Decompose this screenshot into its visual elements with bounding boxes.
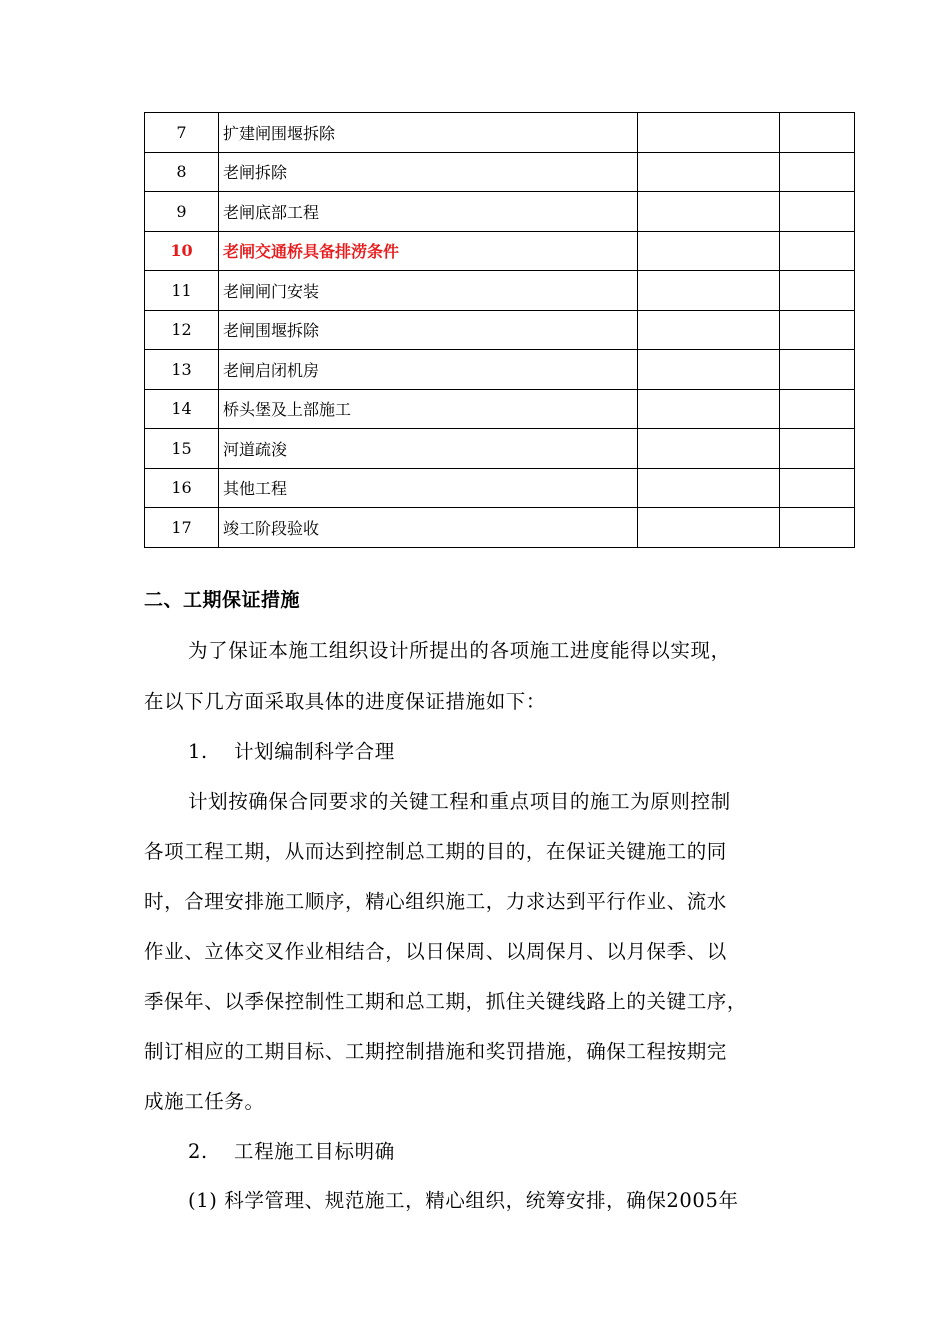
row-empty-cell: [638, 468, 780, 508]
row-number: 10: [145, 231, 219, 271]
row-empty-cell: [638, 429, 780, 469]
row-number: 16: [145, 468, 219, 508]
row-task: 老闸拆除: [219, 152, 638, 192]
row-number: 17: [145, 508, 219, 548]
row-task: 老闸启闭机房: [219, 350, 638, 390]
sub-item-line: (1) 科学管理、规范施工，精心组织，统筹安排，确保2005年: [188, 1189, 739, 1212]
row-empty-cell: [638, 310, 780, 350]
paragraph-line: 成施工任务。: [144, 1090, 265, 1113]
paragraph-line: 计划按确保合同要求的关键工程和重点项目的施工为原则控制: [188, 790, 731, 813]
table-row: [145, 113, 855, 153]
row-empty-cell: [780, 508, 855, 548]
row-number: 9: [145, 192, 219, 232]
item-heading: [188, 1136, 395, 1164]
item-number: 2.: [188, 1140, 208, 1163]
paragraph-line: 时，合理安排施工顺序，精心组织施工，力求达到平行作业、流水: [144, 890, 727, 913]
table-row: [145, 152, 855, 192]
item-title: 工程施工目标明确: [234, 1140, 395, 1163]
table-row: [145, 468, 855, 508]
row-empty-cell: [638, 192, 780, 232]
table-row: [145, 192, 855, 232]
row-task: 老闸底部工程: [219, 192, 638, 232]
schedule-table: [144, 112, 855, 548]
row-task: 竣工阶段验收: [219, 508, 638, 548]
table-row: [145, 508, 855, 548]
row-number: 13: [145, 350, 219, 390]
row-empty-cell: [780, 429, 855, 469]
row-task: 其他工程: [219, 468, 638, 508]
row-task: 桥头堡及上部施工: [219, 389, 638, 429]
table-row-highlighted: [145, 231, 855, 271]
paragraph-line: 季保年、以季保控制性工期和总工期，抓住关键线路上的关键工序，: [144, 990, 748, 1013]
table-row: [145, 350, 855, 390]
row-empty-cell: [780, 231, 855, 271]
paragraph-line: 作业、立体交叉作业相结合，以日保周、以周保月、以月保季、以: [144, 940, 727, 963]
row-empty-cell: [638, 152, 780, 192]
row-empty-cell: [780, 310, 855, 350]
item-title: 计划编制科学合理: [234, 740, 395, 763]
intro-line: 为了保证本施工组织设计所提出的各项施工进度能得以实现，: [188, 639, 731, 662]
row-empty-cell: [638, 508, 780, 548]
row-number: 12: [145, 310, 219, 350]
row-task: 老闸闸门安装: [219, 271, 638, 311]
row-task: 河道疏浚: [219, 429, 638, 469]
row-task: 老闸交通桥具备排涝条件: [219, 231, 638, 271]
paragraph-line: 制订相应的工期目标、工期控制措施和奖罚措施，确保工程按期完: [144, 1040, 727, 1063]
row-number: 8: [145, 152, 219, 192]
row-empty-cell: [780, 350, 855, 390]
item-heading: [188, 736, 395, 764]
section-heading: 二、工期保证措施: [144, 589, 301, 611]
row-empty-cell: [638, 350, 780, 390]
row-empty-cell: [780, 152, 855, 192]
table-row: [145, 310, 855, 350]
table-row: [145, 389, 855, 429]
row-number: 14: [145, 389, 219, 429]
row-empty-cell: [638, 271, 780, 311]
row-empty-cell: [638, 113, 780, 153]
table-row: [145, 271, 855, 311]
intro-line: 在以下几方面采取具体的进度保证措施如下：: [144, 690, 547, 713]
row-number: 11: [145, 271, 219, 311]
row-empty-cell: [780, 192, 855, 232]
row-empty-cell: [638, 231, 780, 271]
row-empty-cell: [780, 271, 855, 311]
row-task: 老闸围堰拆除: [219, 310, 638, 350]
row-empty-cell: [780, 113, 855, 153]
row-empty-cell: [780, 389, 855, 429]
paragraph-line: 各项工程工期，从而达到控制总工期的目的，在保证关键施工的同: [144, 840, 727, 863]
row-number: 7: [145, 113, 219, 153]
row-empty-cell: [638, 389, 780, 429]
row-empty-cell: [780, 468, 855, 508]
table-row: [145, 429, 855, 469]
item-number: 1.: [188, 740, 208, 763]
row-task: 扩建闸围堰拆除: [219, 113, 638, 153]
row-number: 15: [145, 429, 219, 469]
